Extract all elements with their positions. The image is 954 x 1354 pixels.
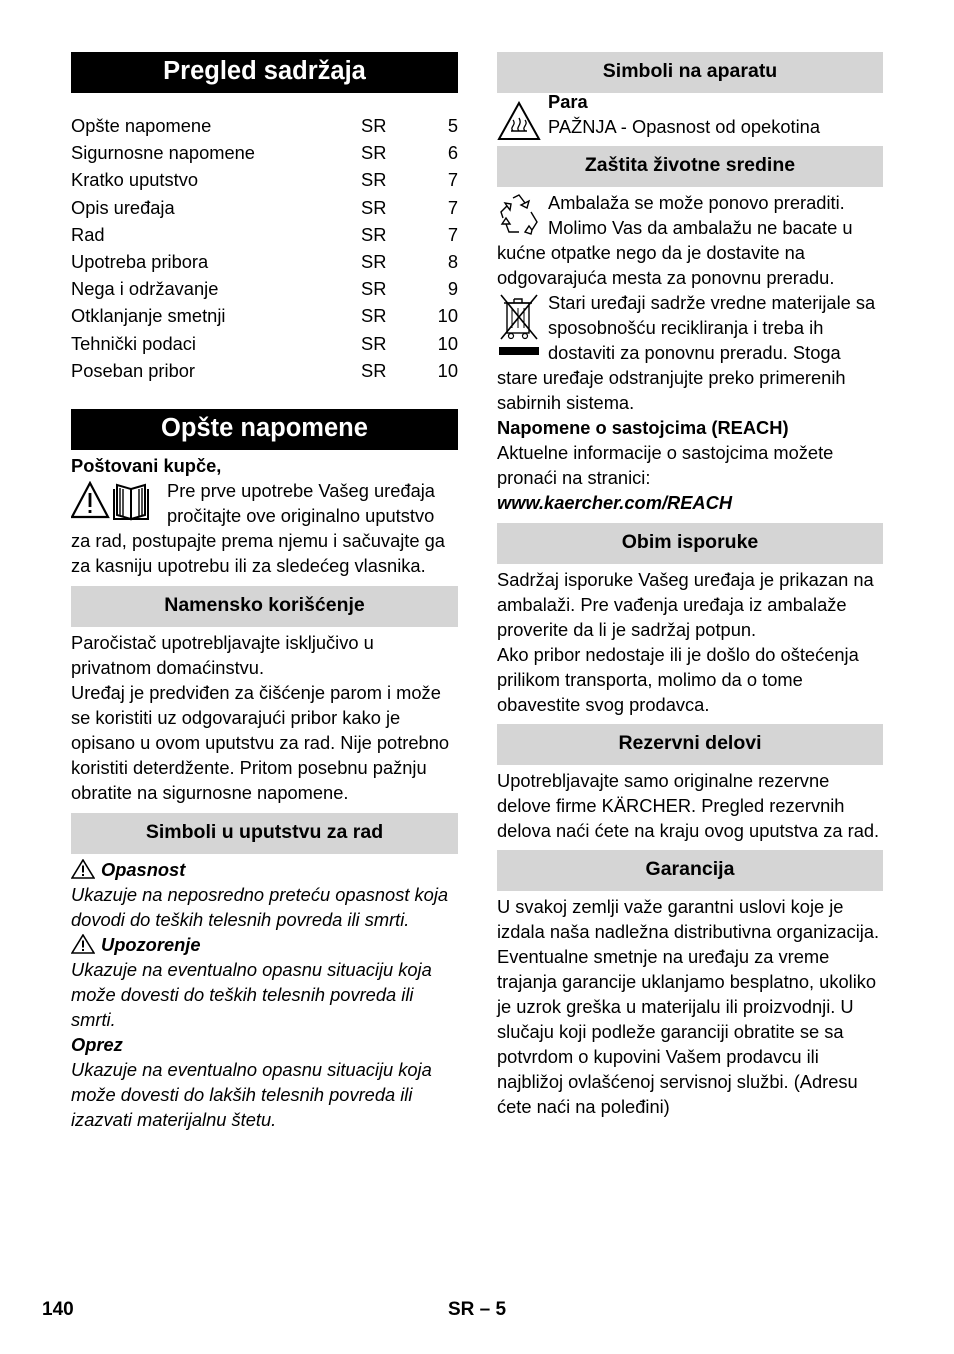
toc-page: 10 [437, 359, 458, 381]
toc-page: 7 [447, 169, 458, 191]
toc-page: 8 [447, 250, 458, 272]
toc-row[interactable] [71, 302, 458, 329]
section-title-delivery: Obim isporuke [497, 523, 883, 564]
toc-page: 6 [447, 142, 458, 164]
danger-label: Opasnost [101, 858, 186, 880]
toc-lang: SR [361, 250, 387, 272]
danger-heading [71, 857, 458, 882]
weee-paragraph [497, 290, 883, 415]
steam-label: Para [548, 91, 588, 112]
toc-label: Nega i održavanje [71, 278, 219, 300]
toc-label: Upotreba pribora [71, 250, 209, 272]
toc-lang: SR [361, 305, 387, 327]
greeting: Poštovani kupče, [71, 454, 222, 476]
toc-lang: SR [361, 223, 387, 245]
toc-page: 10 [437, 305, 458, 327]
crossed-bin-icon [497, 291, 541, 357]
reach-text: Aktuelne informacije o sastojcima možete pronaći na stranici: [497, 442, 834, 488]
intro-icons [71, 481, 162, 525]
toc-lang: SR [361, 142, 387, 164]
toc-row[interactable] [71, 112, 458, 139]
toc-label: Opšte napomene [71, 115, 212, 136]
toc-row[interactable] [71, 357, 458, 384]
section-title-general: Opšte napomene [71, 409, 458, 450]
warning-label: Upozorenje [101, 933, 201, 955]
toc-page: 10 [437, 332, 458, 354]
warranty-p1: U svakoj zemlji važe garantni uslovi koje je izdala naša nadležna distributivna organizacija. Eventualne smetnje na uređaju za vreme trajanja garancije uklanjamo besplatno, ukoliko je uzrok greška u materijalu ili proizvodnji. U slučaju koji podleže garanciji obratite se sa potvrdom o kupovini Vašem prodavcu ili najbližoj ovlašćenoj servisnoj službi. (Adresu ćete naći na poleđini) [497, 896, 880, 1117]
recycle-icon [497, 192, 541, 236]
intended-use-p2: Uređaj je predviđen za čišćenje parom i može se koristiti uz odgovarajući pribor kako je opisano u ovom uputstvu za rad. Nije potrebno koristiti deterdžente. Pritom posebnu pažnju obratite na sigurnosne napomene. [71, 681, 450, 803]
delivery-p1: Sadržaj isporuke Vašeg uređaja je prikazan na ambalaži. Pre vađenja uređaja iz ambalaže proverite da li je sadržaj potpun. [497, 569, 874, 640]
section-title-manual-symbols: Simboli u uputstvu za rad [71, 813, 458, 854]
toc-lang: SR [361, 359, 387, 381]
toc-page: 7 [447, 223, 458, 245]
toc-row[interactable] [71, 221, 458, 248]
weee-text: Stari uređaji sadrže vredne materijale sa sposobnošću recikliranja i treba ih dostaviti za ponovnu preradu. Stoga stare uređaje odstranjujte preko primerenih sabirnih sistema. [497, 292, 876, 413]
left-column [71, 52, 458, 1132]
section-title-environment: Zaštita životne sredine [497, 146, 883, 187]
toc-lang: SR [361, 115, 387, 136]
warning-heading [71, 932, 458, 957]
packaging-text: Ambalaža se može ponovo preraditi. Molimo Vas da ambalažu ne bacate u kućne otpatke nego da je dostavite na odgovarajuća mesta za ponovnu preradu. [497, 192, 853, 288]
toc-label: Otklanjanje smetnji [71, 305, 226, 327]
toc-label: Sigurnosne napomene [71, 142, 255, 164]
toc-lang: SR [361, 169, 387, 191]
page-number: 140 [42, 1299, 74, 1320]
toc-page: 9 [447, 278, 458, 300]
warning-triangle-icon [71, 934, 95, 954]
reach-link[interactable]: www.kaercher.com/REACH [497, 492, 733, 513]
toc-label: Kratko uputstvo [71, 169, 199, 191]
section-page-label: SR – 5 [448, 1299, 507, 1320]
toc-row[interactable] [71, 330, 458, 357]
steam-text: PAŽNJA - Opasnost od opekotina [548, 116, 820, 137]
section-title-spare-parts: Rezervni delovi [497, 724, 883, 765]
delivery-p2: Ako pribor nedostaje ili je došlo do oštećenja prilikom transporta, molimo da o tome obavestite svog prodavca. [497, 644, 859, 715]
toc-row[interactable] [71, 275, 458, 302]
toc-label: Poseban pribor [71, 359, 195, 381]
toc-row[interactable] [71, 166, 458, 193]
section-title-warranty: Garancija [497, 850, 883, 891]
section-title-device-symbols: Simboli na aparatu [497, 52, 883, 93]
danger-text: Ukazuje na neposredno preteću opasnost koja dovodi do teških telesnih povreda ili smrti. [71, 883, 449, 930]
toc-row[interactable] [71, 139, 458, 166]
section-title-intended-use: Namensko korišćenje [71, 586, 458, 627]
toc-row[interactable] [71, 248, 458, 275]
caution-text: Ukazuje na eventualno opasnu situaciju koja može dovesti do lakših telesnih povreda ili izazvati materijalnu štetu. [71, 1058, 432, 1130]
toc-lang: SR [361, 332, 387, 354]
hot-steam-warning-icon [497, 101, 541, 141]
toc-lang: SR [361, 196, 387, 218]
toc-label: Tehnički podaci [71, 332, 196, 354]
warning-triangle-icon [71, 859, 95, 879]
steam-symbol-block [497, 91, 883, 146]
intended-use-p1: Paročistač upotrebljavajte isključivo u privatnom domaćinstvu. [71, 631, 374, 678]
toc-page: 7 [447, 196, 458, 218]
intro-paragraph [71, 478, 458, 578]
toc-lang: SR [361, 278, 387, 300]
spare-parts-p1: Upotrebljavajte samo originalne rezervne delove firme KÄRCHER. Pregled rezervnih delova naći ćete na kraju ovog uputstva za rad. [497, 770, 880, 841]
crossed-bin-icon-wrap [497, 291, 541, 359]
toc-title: Pregled sadržaja [71, 52, 458, 93]
recycle-icon-wrap [497, 192, 541, 236]
reach-title: Napomene o sastojcima (REACH) [497, 417, 789, 438]
warning-book-icon [71, 481, 162, 521]
table-of-contents [71, 112, 458, 384]
warning-text: Ukazuje na eventualno opasnu situaciju koja može dovesti do teških telesnih povreda ili smrti. [71, 958, 432, 1030]
toc-row[interactable] [71, 194, 458, 221]
packaging-paragraph [497, 190, 883, 290]
toc-label: Opis uređaja [71, 196, 175, 218]
right-column [497, 52, 883, 1119]
toc-page: 5 [447, 115, 458, 136]
intro-text: Pre prve upotrebe Vašeg uređaja pročitajte ove originalno uputstvo za rad, postupajte prema njemu i sačuvajte ga za kasniju upotrebu ili za sledećeg vlasnika. [71, 479, 445, 576]
caution-label: Oprez [71, 1033, 123, 1055]
toc-label: Rad [71, 223, 105, 245]
